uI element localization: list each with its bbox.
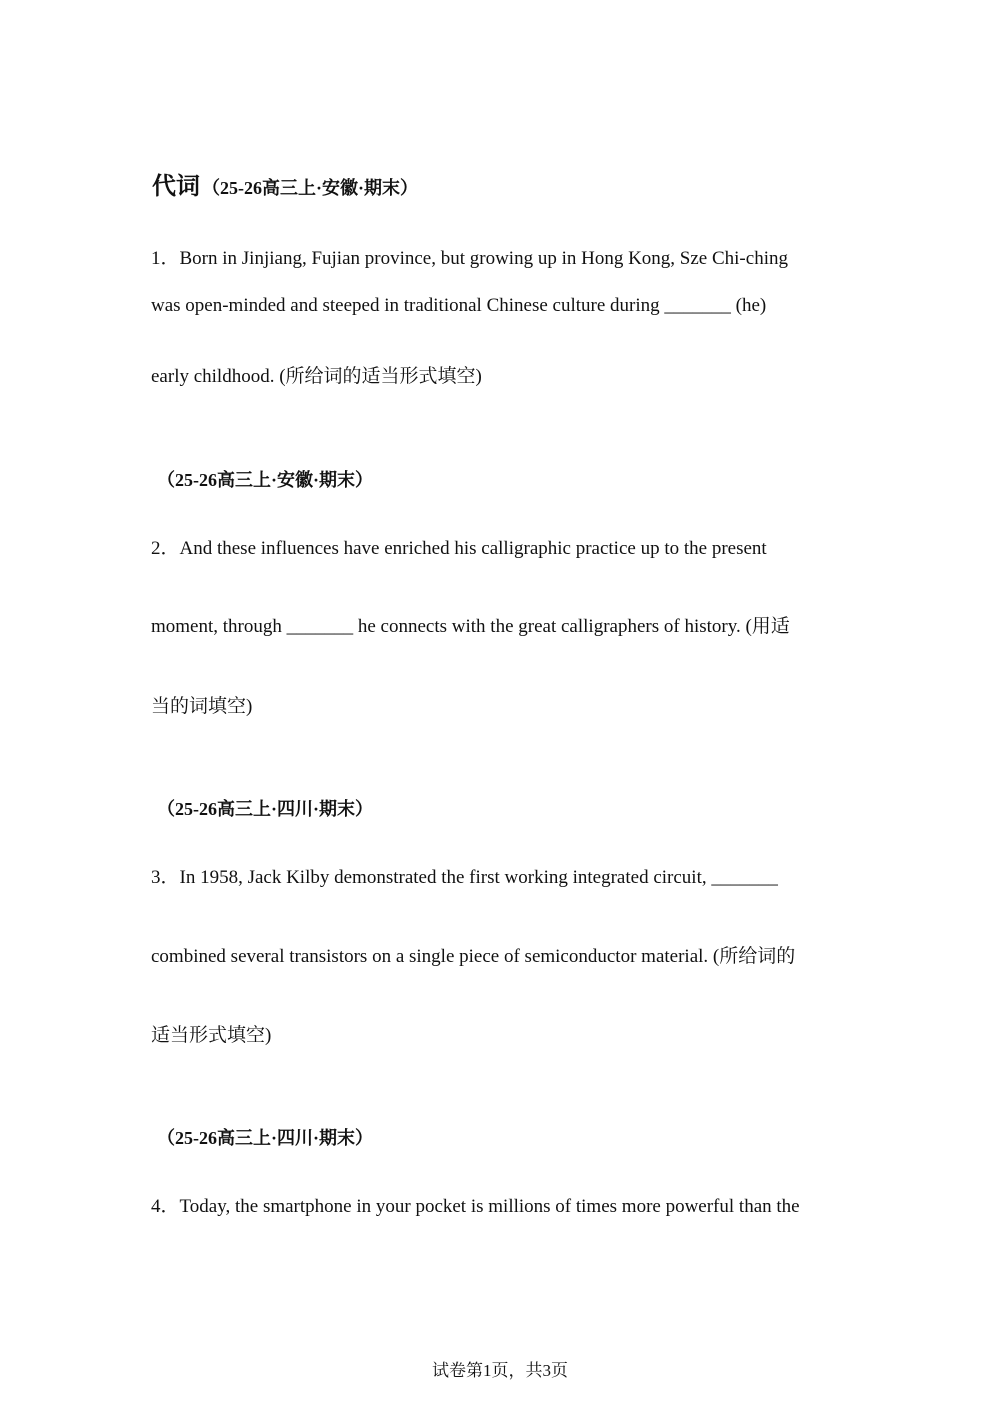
question-2-line-3: 当的词填空) — [151, 696, 253, 717]
question-2-line-2: moment, through _______ he connects with the great calligraphers of history. (用适 — [151, 616, 790, 637]
question-3-line-1: 3．In 1958, Jack Kilby demonstrated the first working integrated circuit, _______ — [151, 867, 778, 888]
question-1-line-1: 1．Born in Jinjiang, Fujian province, but growing up in Hong Kong, Sze Chi-ching — [151, 248, 788, 269]
question-3-line-3: 适当形式填空) — [151, 1025, 272, 1046]
section-source: （25-26高三上·安徽·期末） — [202, 178, 418, 198]
question-2-source: （25-26高三上·安徽·期末） — [157, 470, 373, 490]
question-3-source: （25-26高三上·四川·期末） — [157, 799, 373, 819]
question-1-line-2: was open-minded and steeped in traditional Chinese culture during _______ (he) — [151, 295, 767, 316]
question-3-line-2: combined several transistors on a single piece of semiconductor material. (所给词的 — [151, 946, 796, 967]
question-1-line-3: early childhood. (所给词的适当形式填空) — [151, 366, 482, 387]
question-4-source: （25-26高三上·四川·期末） — [157, 1128, 373, 1148]
page-title — [152, 166, 418, 201]
section-title: 代词 — [152, 172, 200, 200]
question-4-line-1: 4．Today, the smartphone in your pocket is millions of times more powerful than the — [151, 1196, 800, 1217]
question-2-line-1: 2．And these influences have enriched his calligraphic practice up to the present — [151, 538, 767, 559]
page-footer: 试卷第1页，共3页 — [432, 1361, 568, 1380]
